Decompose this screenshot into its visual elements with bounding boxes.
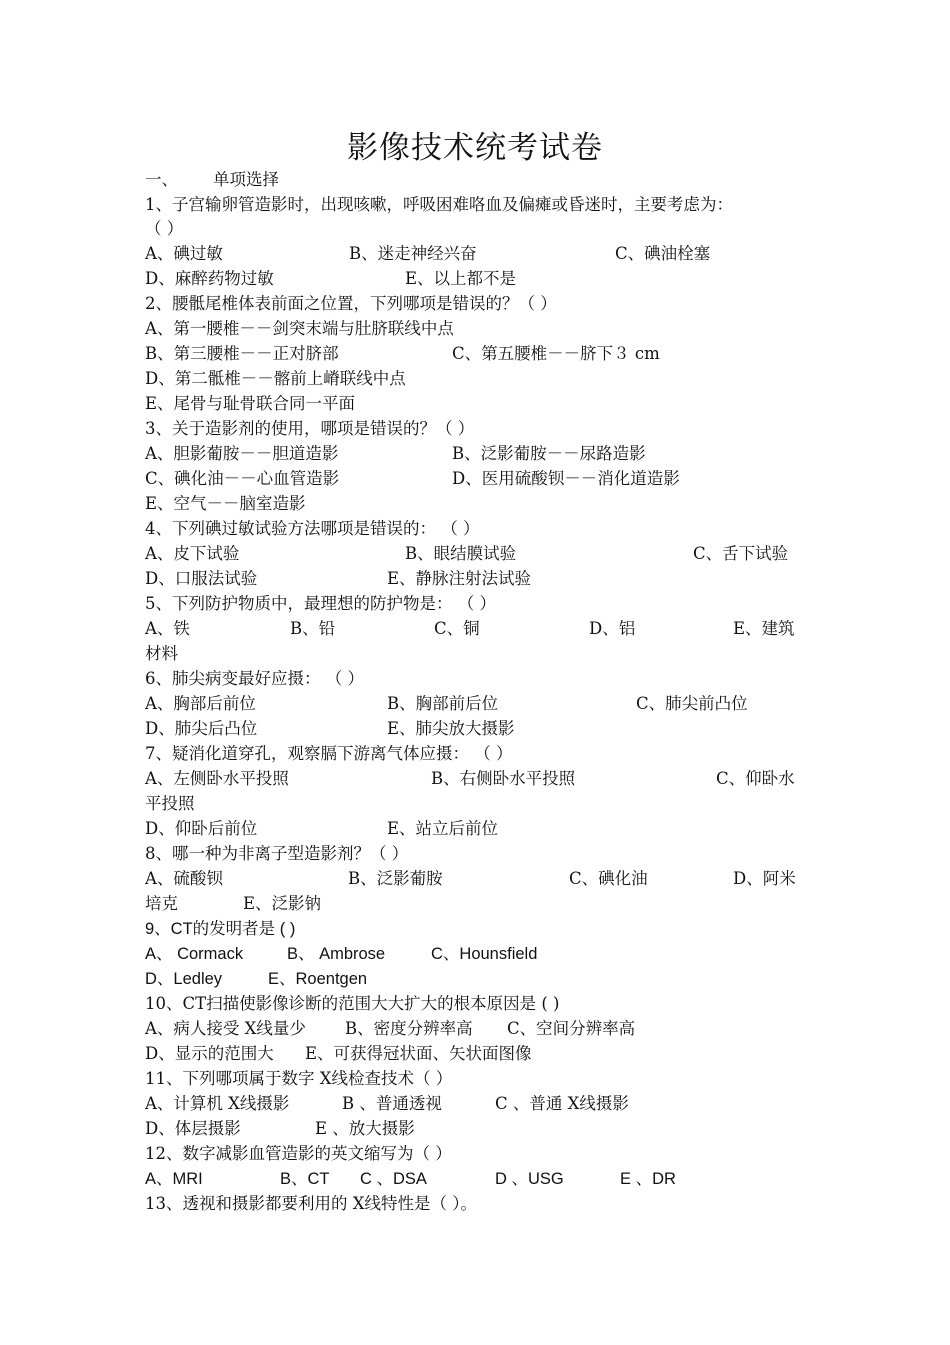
- q8-option-e: E、泛影钠: [243, 894, 322, 913]
- q4-option-d: D、口服法试验: [145, 569, 258, 588]
- q2-option-d: D、第二骶椎－－髂前上嵴联线中点: [145, 369, 406, 388]
- question-9: 9、CT的发明者是 ( ): [145, 920, 296, 938]
- q3-option-c: C、碘化油－－心血管造影: [145, 469, 340, 488]
- q1-option-c: C、碘油栓塞: [615, 244, 711, 263]
- q5-option-a: A、铁: [145, 619, 190, 638]
- q1-option-e: E、以上都不是: [405, 269, 517, 288]
- q5-option-b: B、铅: [290, 619, 336, 638]
- q1-option-a: A、碘过敏: [145, 244, 223, 263]
- q11-option-c: C 、普通 X线摄影: [495, 1094, 629, 1113]
- q9-option-b: B、 Ambrose: [287, 945, 386, 963]
- q3-option-d: D、医用硫酸钡－－消化道造影: [452, 469, 680, 488]
- q4-option-e: E、静脉注射法试验: [387, 569, 532, 588]
- q3-option-b: B、泛影葡胺－－尿路造影: [452, 444, 646, 463]
- q2-option-a: A、第一腰椎－－剑突末端与肚脐联线中点: [145, 319, 454, 338]
- q6-option-d: D、肺尖后凸位: [145, 719, 258, 738]
- q8-option-c: C、碘化油: [569, 869, 648, 888]
- question-8: 8、哪一种为非离子型造影剂？（ ）: [145, 844, 409, 863]
- q10-option-b: B、密度分辨率高: [345, 1019, 473, 1038]
- question-13: 13、透视和摄影都要利用的 X线特性是（ ）。: [145, 1194, 477, 1213]
- q7-option-e: E、站立后前位: [387, 819, 499, 838]
- q7-option-d: D、仰卧后前位: [145, 819, 258, 838]
- q4-option-a: A、皮下试验: [145, 544, 240, 563]
- question-12: 12、数字减影血管造影的英文缩写为（ ）: [145, 1144, 452, 1163]
- question-11: 11、下列哪项属于数字 X线检查技术（ ）: [145, 1069, 453, 1088]
- q3-option-e: E、空气－－脑室造影: [145, 494, 306, 513]
- question-4: 4、下列碘过敏试验方法哪项是错误的： （ ）: [145, 519, 480, 538]
- q5-option-c: C、铜: [434, 619, 480, 638]
- q8-option-b: B、泛影葡胺: [348, 869, 443, 888]
- q7-option-c-cont: 平投照: [145, 794, 195, 813]
- q8-option-d: D、阿米: [733, 869, 796, 888]
- q6-option-e: E、肺尖放大摄影: [387, 719, 515, 738]
- question-5: 5、下列防护物质中，最理想的防护物是： （ ）: [145, 594, 496, 613]
- q4-option-c: C、舌下试验: [693, 544, 789, 563]
- q9-option-d: D、Ledley: [145, 970, 223, 988]
- q8-option-d-cont: 培克: [145, 894, 178, 913]
- q2-option-c: C、第五腰椎－－脐下３ cm: [452, 344, 660, 363]
- q4-option-b: B、眼结膜试验: [405, 544, 517, 563]
- q9-option-e: E、Roentgen: [268, 970, 368, 988]
- q6-option-c: C、肺尖前凸位: [636, 694, 748, 713]
- q7-option-a: A、左侧卧水平投照: [145, 769, 289, 788]
- q5-option-d: D、铝: [589, 619, 636, 638]
- q12-option-a: A、MRI: [145, 1170, 203, 1188]
- question-7: 7、疑消化道穿孔，观察膈下游离气体应摄： （ ）: [145, 744, 513, 763]
- q5-option-e-cont: 材料: [145, 644, 178, 663]
- q2-option-b: B、第三腰椎－－正对脐部: [145, 344, 339, 363]
- question-10: 10、CT扫描使影像诊断的范围大大扩大的根本原因是 ( ): [145, 994, 560, 1013]
- q12-option-e: E 、DR: [620, 1170, 676, 1188]
- question-1-paren: （ ）: [145, 219, 184, 238]
- section-number: 一、: [145, 170, 178, 189]
- q3-option-a: A、胆影葡胺－－胆道造影: [145, 444, 339, 463]
- q10-option-c: C、空间分辨率高: [507, 1019, 636, 1038]
- q12-option-b: B、CT: [280, 1170, 330, 1188]
- q11-option-d: D、体层摄影: [145, 1119, 241, 1138]
- question-1: 1、子宫输卵管造影时，出现咳嗽，呼吸困难咯血及偏瘫或昏迷时，主要考虑为：: [145, 195, 733, 214]
- q6-option-b: B、胸部前后位: [387, 694, 499, 713]
- q10-option-d: D、显示的范围大: [145, 1044, 274, 1063]
- q1-option-d: D、麻醉药物过敏: [145, 269, 274, 288]
- question-6: 6、肺尖病变最好应摄： （ ）: [145, 669, 364, 688]
- q1-option-b: B、迷走神经兴奋: [349, 244, 477, 263]
- question-2: 2、腰骶尾椎体表前面之位置，下列哪项是错误的？（ ）: [145, 294, 557, 313]
- q6-option-a: A、胸部后前位: [145, 694, 256, 713]
- q12-option-c: C 、DSA: [360, 1170, 427, 1188]
- q7-option-b: B、右侧卧水平投照: [431, 769, 576, 788]
- q5-option-e: E、建筑: [733, 619, 795, 638]
- q2-option-e: E、尾骨与耻骨联合同一平面: [145, 394, 356, 413]
- q10-option-e: E、可获得冠状面、矢状面图像: [305, 1044, 532, 1063]
- q11-option-a: A、计算机 X线摄影: [145, 1094, 290, 1113]
- page-title: 影像技术统考试卷: [347, 130, 603, 166]
- q11-option-e: E 、放大摄影: [315, 1119, 415, 1138]
- question-3: 3、关于造影剂的使用，哪项是错误的？（ ）: [145, 419, 475, 438]
- q8-option-a: A、硫酸钡: [145, 869, 223, 888]
- section-name: 单项选择: [213, 170, 279, 189]
- q9-option-a: A、 Cormack: [145, 945, 244, 963]
- q7-option-c: C、仰卧水: [716, 769, 795, 788]
- q11-option-b: B 、普通透视: [342, 1094, 442, 1113]
- q9-option-c: C、Hounsfield: [431, 945, 538, 963]
- q12-option-d: D 、USG: [495, 1170, 564, 1188]
- q10-option-a: A、病人接受 X线量少: [145, 1019, 306, 1038]
